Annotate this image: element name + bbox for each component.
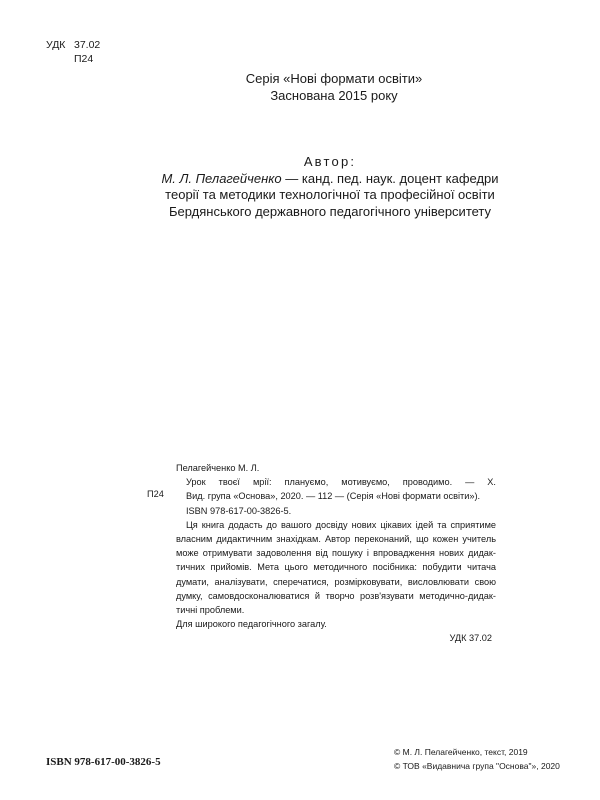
catalog-title-line-2: Вид. група «Основа», 2020. — 112 — (Серія «Нові формати освіти»). [186,491,481,502]
annotation-line: тичних прийомів. Мета цього методичного посібника: побудити читача [176,562,496,573]
udc-label: УДК [46,39,66,51]
catalog-title-line-1: Урок твоєї мрії: плануємо, мотивуємо, проводимо. — Х. [186,477,496,488]
annotation-line: власним дидактичним знахідкам. Автор переконаний, що кожен учитель [176,534,496,545]
udc-code: 37.02 [74,39,101,51]
copyright-author: © М. Л. Пелагейченко, текст, 2019 [394,747,528,757]
author-line-1 [130,171,530,188]
audience-line: Для широкого педагогічного загалу. [176,619,327,630]
author-name: М. Л. Пелагейченко [161,170,282,186]
author-block [130,154,530,220]
series-title: Серія «Нові формати освіти» [245,71,423,86]
annotation-line: Ця книга додасть до вашого досвіду нових цікавих ідей та сприятиме [186,519,496,530]
catalog-udc: УДК 37.02 [449,633,492,644]
catalog-card [176,461,496,646]
footer-isbn: ISBN 978-617-00-3826-5 [46,756,161,768]
copyright-block [394,745,560,773]
annotation-line: тичні проблеми. [176,605,245,616]
copyright-publisher: © ТОВ «Видавнича група "Основа"», 2020 [394,761,560,771]
catalog-side-code: П24 [147,489,164,499]
series-founded: Заснована 2015 року [270,87,398,103]
annotation-line: думати, аналізувати, сперечатися, розмірковувати, висловлювати свою [176,576,496,587]
author-department: теорії та методики технологічної та професійної освіти [165,187,495,202]
catalog-isbn: ISBN 978-617-00-3826-5. [186,505,292,516]
annotation-line: думку, самовдосконалюватися й творчо розв'язувати методично-дидак- [176,590,496,601]
udc-header-block [46,38,100,66]
author-university: Бердянського державного педагогічного університету [168,203,492,219]
author-sign: П24 [74,53,94,65]
catalog-author: Пелагейченко М. Л. [176,463,260,473]
annotation-line: може отримувати задоволення від пошуку і впровадження нових дидак- [176,548,496,559]
author-position: — канд. пед. наук. доцент кафедри [281,170,499,186]
series-block [0,71,600,104]
author-heading: Автор: [303,154,357,169]
